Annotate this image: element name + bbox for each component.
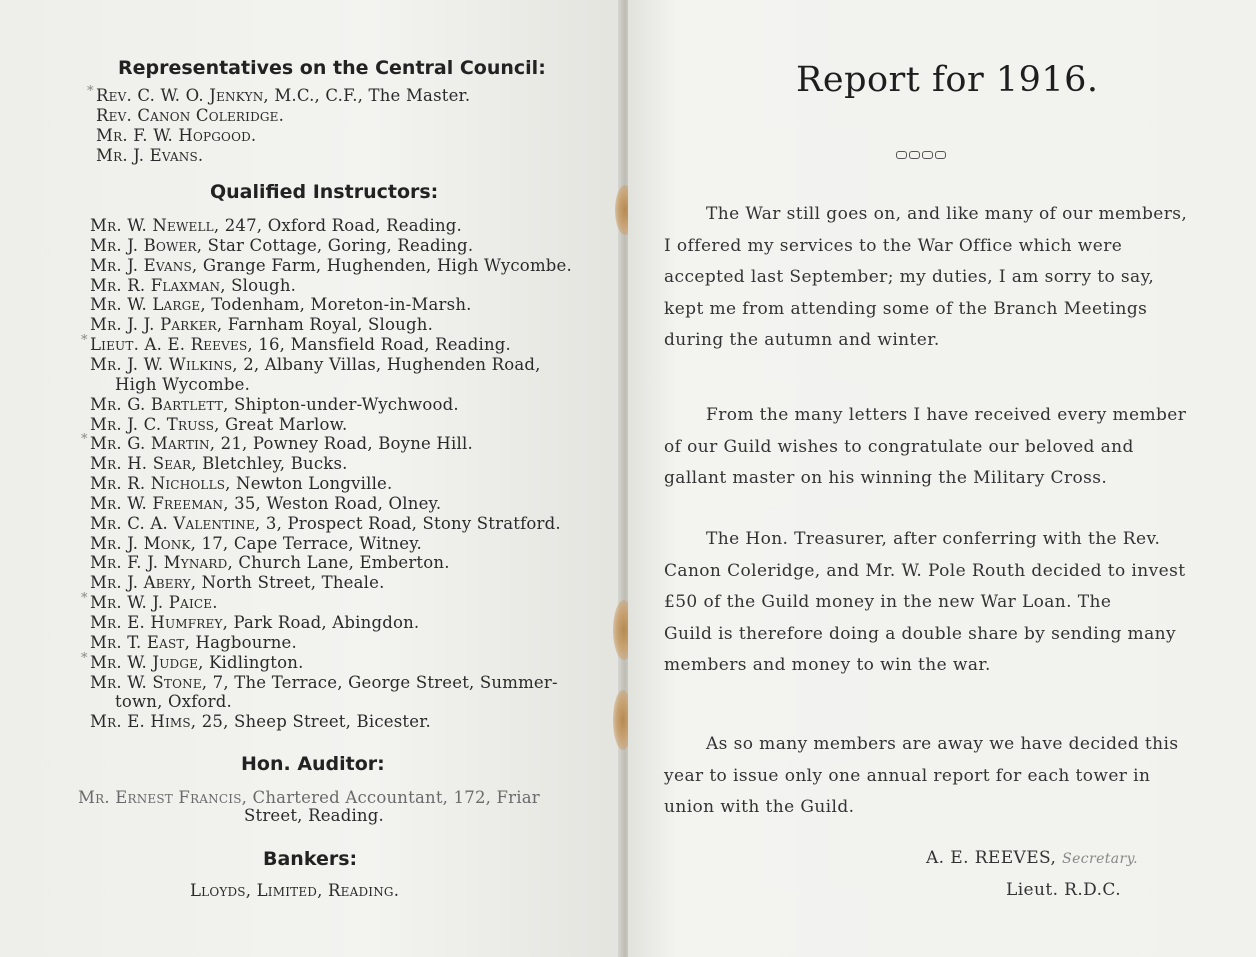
asterisk-mark: * [81, 650, 88, 666]
person-name: Mr. J. W. Wilkins, [90, 354, 238, 374]
person-name: Mr. T. East, [90, 632, 191, 652]
paragraph-line: Canon Coleridge, and Mr. W. Pole Routh decided to invest [664, 560, 1186, 581]
report-title: Report for 1916. [796, 60, 1099, 100]
list-item [90, 395, 459, 414]
list-item [90, 454, 348, 473]
list-item [96, 106, 284, 125]
paragraph-line: of our Guild wishes to congratulate our beloved and [664, 436, 1134, 457]
list-item [90, 573, 385, 592]
address-text: town, Oxford. [115, 692, 232, 712]
list-item [87, 84, 471, 105]
address-text: North Street, Theale. [196, 573, 385, 593]
address-text: Star Cottage, Goring, Reading. [202, 235, 474, 255]
person-name: Mr. J. Monk, [90, 533, 197, 553]
list-item [90, 295, 472, 314]
address-text: Todenham, Moreton-in-Marsh. [205, 295, 472, 315]
address-text: 7, The Terrace, George Street, Summer- [207, 672, 558, 692]
list-item [90, 276, 296, 295]
bankers-line: Lloyds, Limited, Reading. [190, 881, 400, 900]
address-text: 247, Oxford Road, Reading. [219, 216, 463, 235]
address-text: Newton Longville. [230, 474, 393, 494]
list-item [90, 474, 392, 493]
asterisk-mark: * [81, 432, 88, 448]
address-text: Slough. [225, 275, 297, 295]
auditor-line-1: Mr. Ernest Francis, Chartered Accountant, 172, Friar [78, 788, 540, 807]
asterisk-mark: * [81, 591, 88, 607]
address-text: 16, Mansfield Road, Reading. [252, 335, 511, 355]
paragraph-line: I offered my services to the War Office which were [664, 235, 1123, 256]
person-name: Mr. R. Nicholls, [90, 474, 231, 494]
person-name: Mr. C. A. Valentine, [90, 513, 261, 533]
paragraph-line: year to issue only one annual report for each tower in [664, 765, 1151, 786]
address-text: Kidlington. [203, 652, 304, 672]
list-item [90, 673, 558, 692]
list-item [90, 415, 347, 434]
list-item [90, 712, 431, 731]
paragraph-line: union with the Guild. [664, 797, 855, 817]
person-name: Mr. E. Humfrey, [90, 613, 229, 632]
address-text: Grange Farm, Hughenden, High Wycombe. [197, 255, 572, 275]
list-item [115, 375, 250, 394]
address-text: Bletchley, Bucks. [196, 454, 348, 474]
address-text: Shipton-under-Wychwood. [228, 394, 459, 414]
person-name: Mr. J. J. Parker, [90, 315, 223, 335]
list-item [90, 514, 561, 533]
person-name: Mr. J. C. Truss, [90, 414, 220, 434]
paragraph-line: gallant master on his winning the Military Cross. [664, 468, 1108, 488]
address-text: 3, Prospect Road, Stony Stratford. [260, 513, 561, 533]
address-text: High Wycombe. [115, 374, 251, 394]
asterisk-mark: * [87, 84, 94, 99]
paragraph-line: The Hon. Treasurer, after conferring with the Rev. [706, 529, 1161, 549]
person-name: Mr. F. W. Hopgood. [96, 126, 257, 145]
address-text: 2, Albany Villas, Hughenden Road, [237, 354, 541, 374]
left-page [0, 0, 622, 957]
address-text: M.C., C.F., The Master. [268, 86, 471, 105]
person-name: Mr. G. Bartlett, [90, 394, 229, 414]
list-item [90, 494, 441, 513]
address-text: 25, Sheep Street, Bicester. [196, 712, 431, 732]
paragraph-line: kept me from attending some of the Branch Meetings [664, 298, 1148, 319]
paragraph-line: during the autumn and winter. [664, 330, 940, 350]
person-name: Mr. W. Stone, [90, 672, 208, 692]
list-item [90, 633, 297, 652]
person-name: Mr. W. Judge, [90, 652, 204, 672]
person-name: Mr. W. J. Paice. [90, 593, 218, 613]
person-name: Mr. R. Flaxman, [90, 275, 226, 295]
list-item [115, 692, 232, 711]
representatives-heading: Representatives on the Central Council: [118, 57, 546, 79]
paragraph-line: accepted last September; my duties, I am sorry to say, [664, 267, 1155, 287]
person-name: Mr. J. Abery, [90, 573, 197, 593]
paragraph-line: £50 of the Guild money in the new War Loan. The [664, 592, 1112, 612]
list-item [90, 315, 433, 334]
person-name: Rev. C. W. O. Jenkyn, [96, 86, 269, 105]
auditor-heading: Hon. Auditor: [241, 753, 385, 775]
address-text: Park Road, Abingdon. [228, 613, 420, 632]
address-text: 17, Cape Terrace, Witney. [196, 533, 422, 553]
list-item [90, 256, 572, 275]
person-name: Mr. E. Hims, [90, 712, 197, 732]
list-item [81, 650, 304, 672]
list-item [96, 146, 203, 165]
person-name: Mr. G. Martin, [90, 434, 216, 454]
address-text: Church Lane, Emberton. [232, 553, 450, 573]
person-name: Mr. J. Evans. [96, 146, 204, 165]
list-item [81, 591, 218, 613]
person-name: Mr. J. Evans, [90, 255, 198, 275]
address-text: Great Marlow. [219, 414, 348, 434]
right-page [628, 0, 1256, 957]
list-item [81, 333, 511, 355]
bankers-heading: Bankers: [263, 848, 358, 870]
asterisk-mark: * [81, 333, 88, 349]
paragraph-line: From the many letters I have received every member [706, 405, 1187, 425]
address-text: Farnham Royal, Slough. [222, 315, 434, 335]
auditor-line-2: Street, Reading. [244, 806, 384, 825]
address-text: 35, Weston Road, Olney. [228, 493, 442, 513]
person-name: Mr. J. Bower, [90, 235, 203, 255]
list-item [90, 553, 450, 572]
person-name: Mr. F. J. Mynard, [90, 553, 233, 573]
paragraph-line: Guild is therefore doing a double share by sending many [664, 623, 1176, 644]
list-item [96, 126, 256, 145]
signature-line: A. E. REEVES, Secretary. [926, 848, 1138, 868]
list-item [90, 236, 473, 255]
signature-rank: Lieut. R.D.C. [1006, 880, 1122, 900]
person-name: Lieut. A. E. Reeves, [90, 335, 253, 355]
paragraph-line: As so many members are away we have decided this [706, 734, 1179, 754]
person-name: Mr. W. Freeman, [90, 493, 229, 513]
list-item [81, 432, 473, 454]
person-name: Rev. Canon Coleridge. [96, 106, 285, 125]
address-text: Hagbourne. [190, 632, 297, 652]
person-name: Mr. W. Newell, [90, 216, 220, 235]
person-name: Mr. H. Sear, [90, 454, 197, 474]
paragraph-line: members and money to win the war. [664, 655, 991, 675]
person-name: Mr. W. Large, [90, 295, 206, 315]
ornament-divider [896, 151, 946, 159]
list-item [90, 613, 419, 632]
list-item [90, 216, 462, 235]
list-item [90, 534, 422, 553]
paragraph-line: The War still goes on, and like many of our members, [706, 204, 1188, 224]
address-text: 21, Powney Road, Boyne Hill. [215, 434, 473, 454]
list-item [90, 355, 541, 374]
instructors-heading: Qualified Instructors: [210, 181, 439, 203]
